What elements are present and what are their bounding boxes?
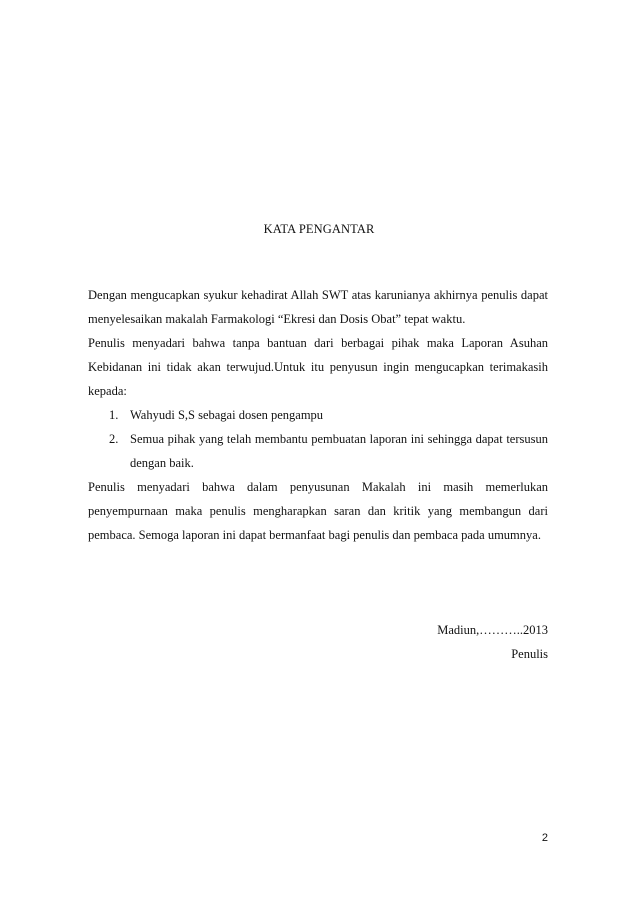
signature-name: Penulis bbox=[511, 647, 548, 661]
list-item-text: Semua pihak yang telah membantu pembuatan laporan ini sehingga dapat tersusun dengan baik. bbox=[130, 432, 548, 470]
signature-block bbox=[437, 618, 548, 666]
document-body bbox=[88, 283, 548, 547]
list-item-number: 1. bbox=[109, 408, 119, 422]
list-item bbox=[88, 427, 548, 475]
paragraph-acknowledgement: Penulis menyadari bahwa tanpa bantuan dari berbagai pihak maka Laporan Asuhan Kebidanan ini tidak akan terwujud.Untuk itu penyusun ingin mengucapkan terimakasih kepada: bbox=[88, 336, 548, 398]
list-item bbox=[88, 403, 548, 427]
paragraph-opening: Dengan mengucapkan syukur kehadirat Allah SWT atas karunianya akhirnya penulis dapat menyelesaikan makalah Farmakologi “Ekresi dan Dosis Obat” tepat waktu. bbox=[88, 288, 548, 326]
page-title: KATA PENGANTAR bbox=[263, 222, 375, 236]
list-item-number: 2. bbox=[109, 432, 119, 446]
list-item-text: Wahyudi S,S sebagai dosen pengampu bbox=[130, 408, 324, 422]
paragraph-closing: Penulis menyadari bahwa dalam penyusunan Makalah ini masih memerlukan penyempurnaan maka penulis mengharapkan saran dan kritik yang membangun dari pembaca. Semoga laporan ini dapat bermanfaat bagi penulis dan pembaca pada umumnya. bbox=[88, 480, 548, 542]
page-number: 2 bbox=[541, 832, 548, 844]
place-date: Madiun,………..2013 bbox=[437, 623, 548, 637]
acknowledgement-list bbox=[88, 403, 548, 475]
